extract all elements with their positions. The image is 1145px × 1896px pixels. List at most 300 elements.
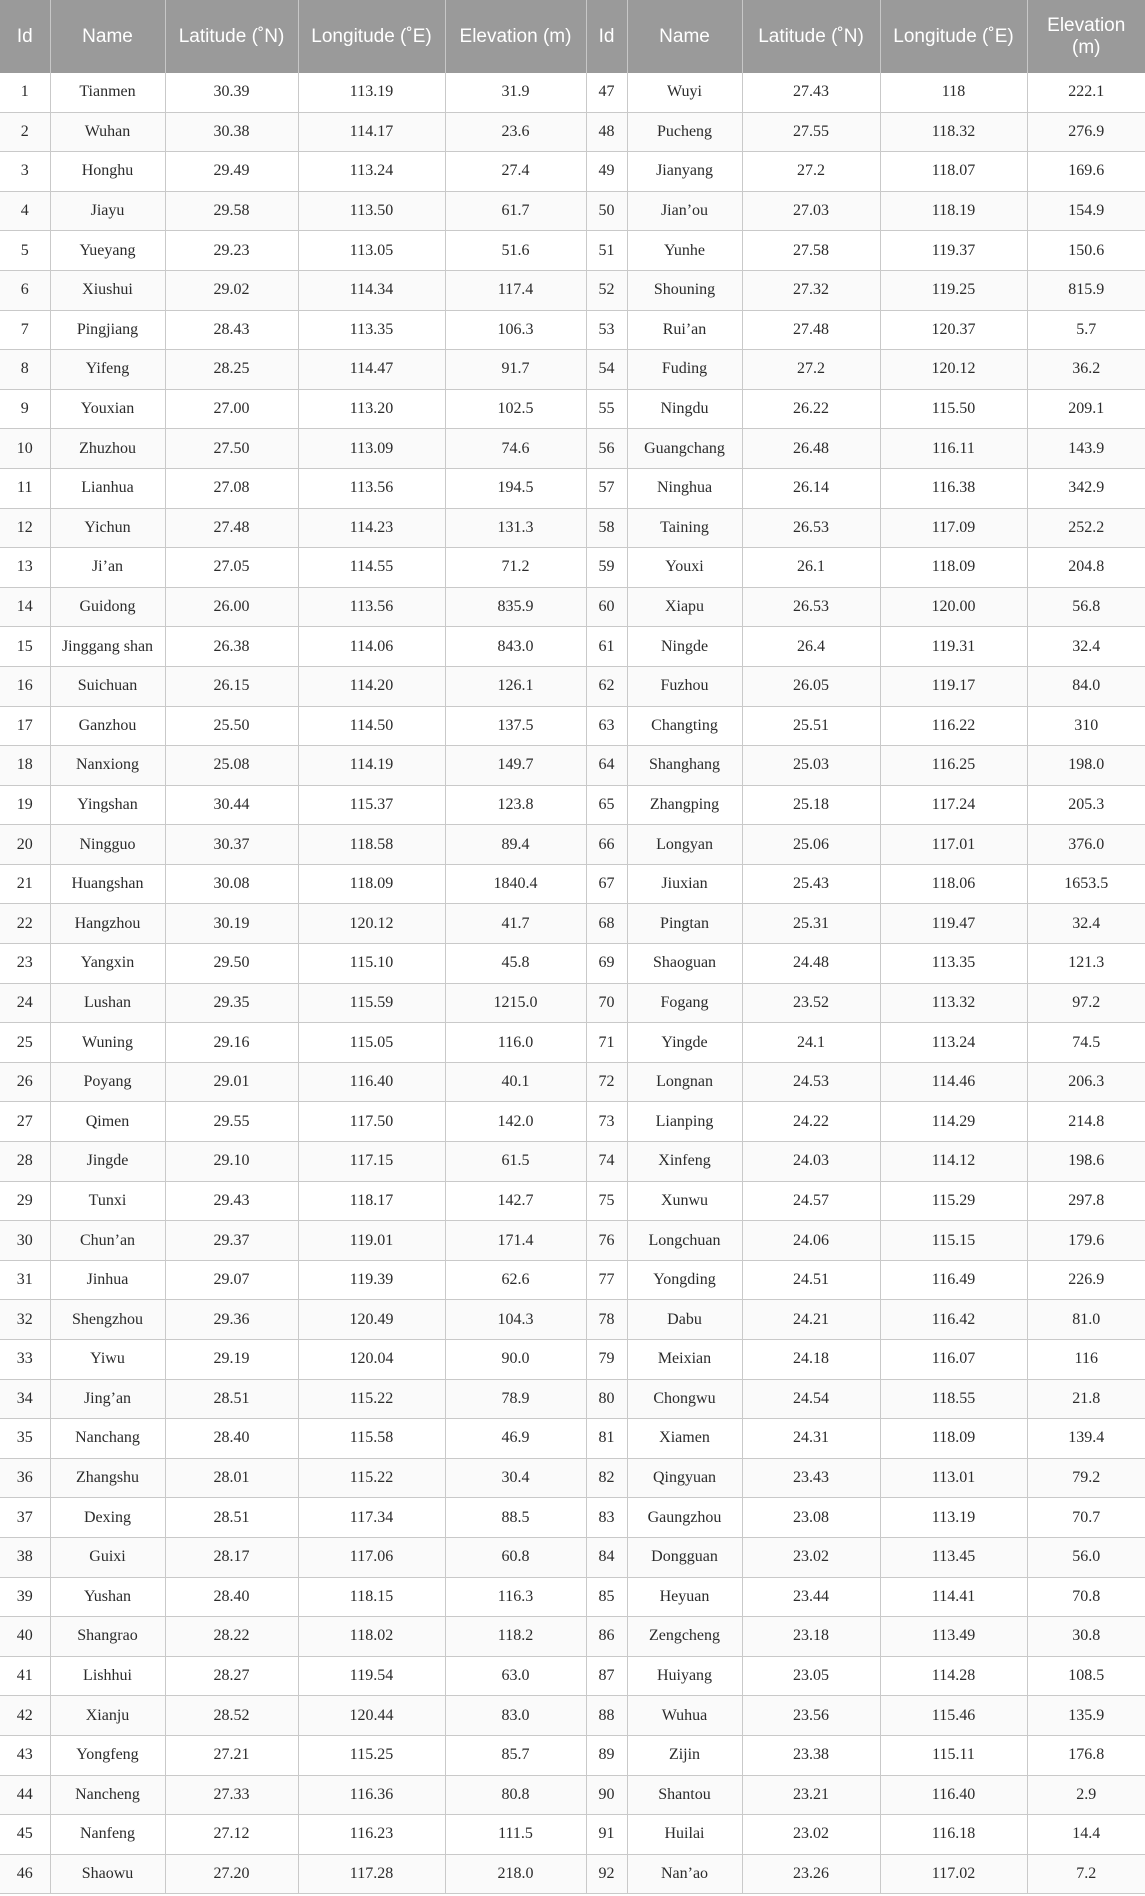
table-row — [0, 1498, 1145, 1538]
cell-latitude: 23.56 — [742, 1696, 880, 1736]
cell-name: Yunhe — [627, 231, 742, 271]
cell-name: Yichun — [50, 508, 165, 548]
cell-elevation: 90.0 — [445, 1340, 586, 1380]
cell-name: Fuzhou — [627, 666, 742, 706]
table-header — [0, 0, 1145, 73]
cell-elevation: 108.5 — [1027, 1656, 1145, 1696]
cell-name: Chongwu — [627, 1379, 742, 1419]
header-name: Name — [50, 0, 165, 73]
cell-name: Jiayu — [50, 191, 165, 231]
cell-longitude: 118.19 — [880, 191, 1027, 231]
cell-latitude: 26.1 — [742, 548, 880, 588]
cell-name: Honghu — [50, 152, 165, 192]
cell-longitude: 113.01 — [880, 1458, 1027, 1498]
cell-latitude: 27.12 — [165, 1815, 298, 1855]
cell-id: 73 — [586, 1102, 627, 1142]
cell-longitude: 114.19 — [298, 746, 445, 786]
cell-id: 58 — [586, 508, 627, 548]
cell-name: Ganzhou — [50, 706, 165, 746]
cell-elevation: 137.5 — [445, 706, 586, 746]
cell-elevation: 27.4 — [445, 152, 586, 192]
cell-id: 25 — [0, 1023, 50, 1063]
cell-longitude: 119.37 — [880, 231, 1027, 271]
cell-elevation: 104.3 — [445, 1300, 586, 1340]
cell-elevation: 1215.0 — [445, 983, 586, 1023]
cell-name: Xinfeng — [627, 1142, 742, 1182]
cell-latitude: 27.32 — [742, 270, 880, 310]
cell-longitude: 115.58 — [298, 1419, 445, 1459]
cell-elevation: 61.5 — [445, 1142, 586, 1182]
cell-id: 29 — [0, 1181, 50, 1221]
cell-latitude: 26.53 — [742, 587, 880, 627]
cell-id: 24 — [0, 983, 50, 1023]
cell-longitude: 120.00 — [880, 587, 1027, 627]
cell-id: 69 — [586, 944, 627, 984]
cell-longitude: 117.15 — [298, 1142, 445, 1182]
table-row — [0, 1260, 1145, 1300]
cell-elevation: 61.7 — [445, 191, 586, 231]
cell-longitude: 114.17 — [298, 112, 445, 152]
table-row — [0, 1340, 1145, 1380]
cell-elevation: 169.6 — [1027, 152, 1145, 192]
cell-longitude: 114.47 — [298, 350, 445, 390]
cell-id: 90 — [586, 1775, 627, 1815]
header-longitude: Longitude (˚E) — [880, 0, 1027, 73]
cell-latitude: 23.02 — [742, 1815, 880, 1855]
cell-latitude: 29.19 — [165, 1340, 298, 1380]
cell-elevation: 31.9 — [445, 73, 586, 112]
cell-elevation: 376.0 — [1027, 825, 1145, 865]
cell-id: 62 — [586, 666, 627, 706]
header-elevation: Elevation (m) — [1027, 0, 1145, 73]
cell-name: Guixi — [50, 1537, 165, 1577]
cell-id: 67 — [586, 864, 627, 904]
cell-id: 27 — [0, 1102, 50, 1142]
cell-elevation: 97.2 — [1027, 983, 1145, 1023]
cell-latitude: 28.22 — [165, 1617, 298, 1657]
cell-name: Lianhua — [50, 468, 165, 508]
cell-id: 40 — [0, 1617, 50, 1657]
cell-latitude: 29.23 — [165, 231, 298, 271]
cell-longitude: 116.23 — [298, 1815, 445, 1855]
cell-longitude: 119.47 — [880, 904, 1027, 944]
cell-elevation: 176.8 — [1027, 1735, 1145, 1775]
cell-id: 77 — [586, 1260, 627, 1300]
cell-latitude: 29.01 — [165, 1062, 298, 1102]
cell-id: 16 — [0, 666, 50, 706]
cell-latitude: 25.06 — [742, 825, 880, 865]
cell-latitude: 24.06 — [742, 1221, 880, 1261]
cell-latitude: 23.26 — [742, 1854, 880, 1894]
cell-latitude: 25.51 — [742, 706, 880, 746]
cell-latitude: 23.21 — [742, 1775, 880, 1815]
cell-longitude: 117.24 — [880, 785, 1027, 825]
cell-name: Pingtan — [627, 904, 742, 944]
cell-elevation: 46.9 — [445, 1419, 586, 1459]
cell-elevation: 276.9 — [1027, 112, 1145, 152]
cell-elevation: 194.5 — [445, 468, 586, 508]
cell-elevation: 79.2 — [1027, 1458, 1145, 1498]
cell-latitude: 28.40 — [165, 1419, 298, 1459]
cell-elevation: 209.1 — [1027, 389, 1145, 429]
table-row — [0, 1300, 1145, 1340]
cell-elevation: 214.8 — [1027, 1102, 1145, 1142]
cell-name: Poyang — [50, 1062, 165, 1102]
cell-elevation: 204.8 — [1027, 548, 1145, 588]
cell-id: 6 — [0, 270, 50, 310]
cell-id: 13 — [0, 548, 50, 588]
table-row — [0, 1062, 1145, 1102]
cell-latitude: 28.25 — [165, 350, 298, 390]
cell-longitude: 118.09 — [880, 1419, 1027, 1459]
cell-elevation: 83.0 — [445, 1696, 586, 1736]
cell-latitude: 24.54 — [742, 1379, 880, 1419]
cell-latitude: 23.05 — [742, 1656, 880, 1696]
cell-id: 22 — [0, 904, 50, 944]
cell-elevation: 116.3 — [445, 1577, 586, 1617]
table-row — [0, 1577, 1145, 1617]
cell-id: 75 — [586, 1181, 627, 1221]
cell-latitude: 30.44 — [165, 785, 298, 825]
cell-id: 56 — [586, 429, 627, 469]
cell-name: Jinggang shan — [50, 627, 165, 667]
cell-latitude: 26.00 — [165, 587, 298, 627]
cell-id: 26 — [0, 1062, 50, 1102]
cell-latitude: 30.19 — [165, 904, 298, 944]
cell-id: 7 — [0, 310, 50, 350]
cell-elevation: 21.8 — [1027, 1379, 1145, 1419]
cell-latitude: 28.51 — [165, 1498, 298, 1538]
cell-latitude: 29.58 — [165, 191, 298, 231]
cell-latitude: 29.37 — [165, 1221, 298, 1261]
cell-latitude: 24.18 — [742, 1340, 880, 1380]
cell-longitude: 113.32 — [880, 983, 1027, 1023]
table-row — [0, 73, 1145, 112]
cell-longitude: 113.19 — [880, 1498, 1027, 1538]
cell-latitude: 24.51 — [742, 1260, 880, 1300]
cell-name: Heyuan — [627, 1577, 742, 1617]
cell-latitude: 29.49 — [165, 152, 298, 192]
cell-longitude: 116.25 — [880, 746, 1027, 786]
cell-elevation: 74.6 — [445, 429, 586, 469]
cell-latitude: 27.58 — [742, 231, 880, 271]
cell-longitude: 120.12 — [880, 350, 1027, 390]
cell-longitude: 116.42 — [880, 1300, 1027, 1340]
cell-longitude: 118.32 — [880, 112, 1027, 152]
cell-name: Yongding — [627, 1260, 742, 1300]
cell-name: Zijin — [627, 1735, 742, 1775]
table-row — [0, 904, 1145, 944]
cell-latitude: 25.08 — [165, 746, 298, 786]
header-row — [0, 0, 1145, 73]
table-row — [0, 825, 1145, 865]
cell-elevation: 56.0 — [1027, 1537, 1145, 1577]
cell-id: 79 — [586, 1340, 627, 1380]
cell-elevation: 2.9 — [1027, 1775, 1145, 1815]
cell-name: Ningdu — [627, 389, 742, 429]
cell-id: 80 — [586, 1379, 627, 1419]
cell-id: 5 — [0, 231, 50, 271]
cell-latitude: 25.31 — [742, 904, 880, 944]
cell-id: 35 — [0, 1419, 50, 1459]
cell-id: 66 — [586, 825, 627, 865]
cell-name: Lushan — [50, 983, 165, 1023]
cell-elevation: 179.6 — [1027, 1221, 1145, 1261]
cell-longitude: 116.11 — [880, 429, 1027, 469]
cell-id: 33 — [0, 1340, 50, 1380]
cell-longitude: 113.45 — [880, 1537, 1027, 1577]
cell-longitude: 118.09 — [880, 548, 1027, 588]
cell-id: 15 — [0, 627, 50, 667]
cell-longitude: 114.20 — [298, 666, 445, 706]
cell-id: 47 — [586, 73, 627, 112]
cell-id: 70 — [586, 983, 627, 1023]
table-row — [0, 389, 1145, 429]
cell-name: Zhuzhou — [50, 429, 165, 469]
cell-id: 1 — [0, 73, 50, 112]
cell-id: 12 — [0, 508, 50, 548]
table-row — [0, 1656, 1145, 1696]
cell-id: 17 — [0, 706, 50, 746]
cell-id: 20 — [0, 825, 50, 865]
cell-latitude: 27.05 — [165, 548, 298, 588]
cell-id: 81 — [586, 1419, 627, 1459]
cell-id: 85 — [586, 1577, 627, 1617]
table-row — [0, 1617, 1145, 1657]
cell-latitude: 29.55 — [165, 1102, 298, 1142]
cell-elevation: 218.0 — [445, 1854, 586, 1894]
cell-elevation: 62.6 — [445, 1260, 586, 1300]
cell-name: Guangchang — [627, 429, 742, 469]
cell-elevation: 297.8 — [1027, 1181, 1145, 1221]
cell-latitude: 29.02 — [165, 270, 298, 310]
cell-id: 88 — [586, 1696, 627, 1736]
cell-latitude: 26.4 — [742, 627, 880, 667]
cell-id: 32 — [0, 1300, 50, 1340]
cell-latitude: 27.2 — [742, 350, 880, 390]
cell-id: 41 — [0, 1656, 50, 1696]
cell-longitude: 113.56 — [298, 587, 445, 627]
cell-longitude: 113.24 — [880, 1023, 1027, 1063]
cell-name: Jian’ou — [627, 191, 742, 231]
cell-longitude: 113.05 — [298, 231, 445, 271]
cell-name: Nanfeng — [50, 1815, 165, 1855]
table-row — [0, 627, 1145, 667]
table-row — [0, 666, 1145, 706]
cell-longitude: 118 — [880, 73, 1027, 112]
cell-id: 37 — [0, 1498, 50, 1538]
cell-id: 34 — [0, 1379, 50, 1419]
cell-elevation: 23.6 — [445, 112, 586, 152]
cell-elevation: 117.4 — [445, 270, 586, 310]
table-body — [0, 73, 1145, 1894]
cell-longitude: 120.37 — [880, 310, 1027, 350]
cell-name: Jinhua — [50, 1260, 165, 1300]
cell-name: Youxian — [50, 389, 165, 429]
cell-elevation: 30.8 — [1027, 1617, 1145, 1657]
table-row — [0, 746, 1145, 786]
table-row — [0, 1458, 1145, 1498]
cell-longitude: 114.28 — [880, 1656, 1027, 1696]
cell-name: Jiuxian — [627, 864, 742, 904]
cell-name: Wuhan — [50, 112, 165, 152]
cell-elevation: 252.2 — [1027, 508, 1145, 548]
cell-latitude: 24.48 — [742, 944, 880, 984]
cell-longitude: 119.01 — [298, 1221, 445, 1261]
cell-longitude: 113.35 — [298, 310, 445, 350]
cell-elevation: 126.1 — [445, 666, 586, 706]
cell-name: Pucheng — [627, 112, 742, 152]
cell-name: Pingjiang — [50, 310, 165, 350]
cell-longitude: 117.50 — [298, 1102, 445, 1142]
cell-elevation: 70.8 — [1027, 1577, 1145, 1617]
cell-name: Changting — [627, 706, 742, 746]
cell-longitude: 113.19 — [298, 73, 445, 112]
cell-latitude: 27.50 — [165, 429, 298, 469]
cell-name: Dexing — [50, 1498, 165, 1538]
cell-longitude: 114.29 — [880, 1102, 1027, 1142]
cell-name: Yingshan — [50, 785, 165, 825]
cell-name: Longyan — [627, 825, 742, 865]
cell-latitude: 28.40 — [165, 1577, 298, 1617]
cell-latitude: 30.37 — [165, 825, 298, 865]
cell-name: Yifeng — [50, 350, 165, 390]
cell-elevation: 131.3 — [445, 508, 586, 548]
cell-name: Suichuan — [50, 666, 165, 706]
cell-elevation: 143.9 — [1027, 429, 1145, 469]
cell-name: Xiapu — [627, 587, 742, 627]
cell-name: Xiamen — [627, 1419, 742, 1459]
cell-latitude: 27.2 — [742, 152, 880, 192]
header-id: Id — [0, 0, 50, 73]
table-row — [0, 785, 1145, 825]
cell-longitude: 118.09 — [298, 864, 445, 904]
cell-latitude: 25.03 — [742, 746, 880, 786]
cell-id: 84 — [586, 1537, 627, 1577]
cell-name: Shaowu — [50, 1854, 165, 1894]
cell-name: Xunwu — [627, 1181, 742, 1221]
cell-id: 92 — [586, 1854, 627, 1894]
cell-longitude: 115.29 — [880, 1181, 1027, 1221]
cell-elevation: 81.0 — [1027, 1300, 1145, 1340]
table-row — [0, 1815, 1145, 1855]
cell-latitude: 24.03 — [742, 1142, 880, 1182]
cell-id: 38 — [0, 1537, 50, 1577]
cell-name: Yushan — [50, 1577, 165, 1617]
cell-name: Yongfeng — [50, 1735, 165, 1775]
cell-id: 21 — [0, 864, 50, 904]
cell-name: Yingde — [627, 1023, 742, 1063]
header-latitude: Latitude (˚N) — [742, 0, 880, 73]
cell-longitude: 119.39 — [298, 1260, 445, 1300]
table-row — [0, 152, 1145, 192]
cell-id: 36 — [0, 1458, 50, 1498]
cell-longitude: 114.50 — [298, 706, 445, 746]
cell-name: Nanxiong — [50, 746, 165, 786]
table-row — [0, 468, 1145, 508]
cell-elevation: 30.4 — [445, 1458, 586, 1498]
cell-longitude: 119.54 — [298, 1656, 445, 1696]
table-row — [0, 310, 1145, 350]
cell-name: Youxi — [627, 548, 742, 588]
cell-longitude: 120.12 — [298, 904, 445, 944]
cell-name: Rui’an — [627, 310, 742, 350]
cell-latitude: 28.01 — [165, 1458, 298, 1498]
cell-name: Shangrao — [50, 1617, 165, 1657]
cell-id: 43 — [0, 1735, 50, 1775]
cell-elevation: 135.9 — [1027, 1696, 1145, 1736]
table-row — [0, 231, 1145, 271]
cell-id: 23 — [0, 944, 50, 984]
cell-id: 8 — [0, 350, 50, 390]
cell-latitude: 26.38 — [165, 627, 298, 667]
table-row — [0, 1379, 1145, 1419]
cell-elevation: 1653.5 — [1027, 864, 1145, 904]
cell-elevation: 89.4 — [445, 825, 586, 865]
cell-elevation: 835.9 — [445, 587, 586, 627]
cell-longitude: 117.34 — [298, 1498, 445, 1538]
cell-name: Chun’an — [50, 1221, 165, 1261]
table-row — [0, 1181, 1145, 1221]
cell-latitude: 27.00 — [165, 389, 298, 429]
cell-longitude: 119.25 — [880, 270, 1027, 310]
cell-longitude: 115.15 — [880, 1221, 1027, 1261]
cell-id: 65 — [586, 785, 627, 825]
cell-latitude: 27.08 — [165, 468, 298, 508]
cell-latitude: 26.22 — [742, 389, 880, 429]
table-row — [0, 1023, 1145, 1063]
cell-id: 9 — [0, 389, 50, 429]
cell-elevation: 7.2 — [1027, 1854, 1145, 1894]
table-row — [0, 587, 1145, 627]
cell-latitude: 28.27 — [165, 1656, 298, 1696]
cell-longitude: 119.31 — [880, 627, 1027, 667]
cell-id: 52 — [586, 270, 627, 310]
table-row — [0, 350, 1145, 390]
cell-longitude: 114.23 — [298, 508, 445, 548]
cell-longitude: 115.05 — [298, 1023, 445, 1063]
cell-id: 30 — [0, 1221, 50, 1261]
cell-latitude: 28.51 — [165, 1379, 298, 1419]
cell-name: Yueyang — [50, 231, 165, 271]
cell-latitude: 27.33 — [165, 1775, 298, 1815]
cell-name: Lishhui — [50, 1656, 165, 1696]
cell-elevation: 14.4 — [1027, 1815, 1145, 1855]
cell-longitude: 118.55 — [880, 1379, 1027, 1419]
cell-elevation: 102.5 — [445, 389, 586, 429]
cell-id: 42 — [0, 1696, 50, 1736]
cell-latitude: 25.18 — [742, 785, 880, 825]
cell-longitude: 118.02 — [298, 1617, 445, 1657]
cell-id: 51 — [586, 231, 627, 271]
table-row — [0, 1696, 1145, 1736]
table-row — [0, 112, 1145, 152]
cell-latitude: 27.48 — [165, 508, 298, 548]
cell-id: 48 — [586, 112, 627, 152]
cell-name: Longnan — [627, 1062, 742, 1102]
table-row — [0, 1854, 1145, 1894]
cell-latitude: 27.43 — [742, 73, 880, 112]
cell-elevation: 154.9 — [1027, 191, 1145, 231]
cell-elevation: 222.1 — [1027, 73, 1145, 112]
cell-id: 11 — [0, 468, 50, 508]
cell-latitude: 23.18 — [742, 1617, 880, 1657]
cell-id: 53 — [586, 310, 627, 350]
cell-latitude: 24.22 — [742, 1102, 880, 1142]
cell-name: Shanghang — [627, 746, 742, 786]
cell-name: Shaoguan — [627, 944, 742, 984]
cell-name: Shantou — [627, 1775, 742, 1815]
